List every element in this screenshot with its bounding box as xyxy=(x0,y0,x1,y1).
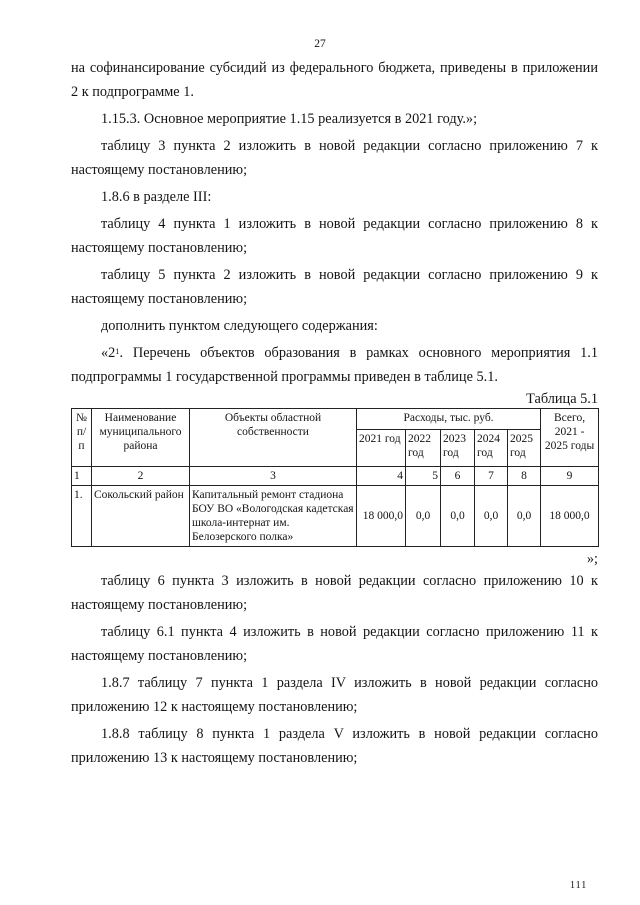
paragraph: на софинансирование субсидий из федерального бюджета, приведены в приложении 2 к подпрограмме 1. xyxy=(71,60,598,100)
column-number-row xyxy=(72,467,599,486)
paragraph: таблицу 4 пункта 1 изложить в новой редакции согласно приложению 8 к настоящему постановлению; xyxy=(71,216,598,256)
header-year: 2025 год xyxy=(508,430,541,467)
header-objects: Объекты областной собственности xyxy=(190,409,357,467)
paragraph: 1.8.7 таблицу 7 пункта 1 раздела IV изложить в новой редакции согласно приложению 12 к настоящему постановлению; xyxy=(71,675,598,715)
footer-mark: 111 xyxy=(570,880,588,891)
paragraph: дополнить пунктом следующего содержания: xyxy=(101,318,378,334)
paragraph: таблицу 5 пункта 2 изложить в новой редакции согласно приложению 9 к настоящему постановлению; xyxy=(71,267,598,307)
paragraph: таблицу 6.1 пункта 4 изложить в новой редакции согласно приложению 11 к настоящему постановлению; xyxy=(71,624,598,664)
table-header-row xyxy=(72,409,599,430)
paragraph: 1.8.8 таблицу 8 пункта 1 раздела V изложить в новой редакции согласно приложению 13 к настоящему постановлению; xyxy=(71,726,598,766)
column-number: 5 xyxy=(406,467,441,486)
insert-superscript: 1 xyxy=(115,346,120,356)
row-value: 0,0 xyxy=(508,486,541,547)
header-total: Всего, 2021 - 2025 годы xyxy=(541,409,599,467)
row-value: 0,0 xyxy=(475,486,508,547)
paragraph: 1.15.3. Основное мероприятие 1.15 реализуется в 2021 году.»; xyxy=(101,111,478,127)
column-number: 8 xyxy=(508,467,541,486)
column-number: 7 xyxy=(475,467,508,486)
header-year: 2021 год xyxy=(357,430,406,467)
column-number: 4 xyxy=(357,467,406,486)
objects-table xyxy=(71,408,599,547)
page-number: 27 xyxy=(314,38,326,50)
row-num: 1. xyxy=(72,486,92,547)
header-year: 2022 год xyxy=(406,430,441,467)
row-value: 18 000,0 xyxy=(357,486,406,547)
row-value: 0,0 xyxy=(441,486,475,547)
header-district: Наименование муниципального района xyxy=(92,409,190,467)
row-total: 18 000,0 xyxy=(541,486,599,547)
column-number: 9 xyxy=(541,467,599,486)
row-value: 0,0 xyxy=(406,486,441,547)
paragraph: таблицу 6 пункта 3 изложить в новой редакции согласно приложению 10 к настоящему постановлению; xyxy=(71,573,598,613)
insert-paragraph xyxy=(71,341,598,389)
column-number: 2 xyxy=(92,467,190,486)
header-year: 2023 год xyxy=(441,430,475,467)
paragraph: таблицу 3 пункта 2 изложить в новой редакции согласно приложению 7 к настоящему постановлению; xyxy=(71,138,598,178)
header-expenses: Расходы, тыс. руб. xyxy=(357,409,541,430)
column-number: 6 xyxy=(441,467,475,486)
table-row xyxy=(72,486,599,547)
row-district: Сокольский район xyxy=(92,486,190,547)
header-year: 2024 год xyxy=(475,430,508,467)
column-number: 3 xyxy=(190,467,357,486)
column-number: 1 xyxy=(72,467,92,486)
document-body xyxy=(71,56,598,770)
insert-prefix: «2 xyxy=(101,345,116,361)
row-object: Капитальный ремонт стадиона БОУ ВО «Вологодская кадетская школа-интернат им. Белозерского полка» xyxy=(190,486,357,547)
table-caption: Таблица 5.1 xyxy=(526,391,598,407)
header-num: № п/п xyxy=(72,409,92,467)
closing-quote: »; xyxy=(586,551,598,567)
paragraph: 1.8.6 в разделе III: xyxy=(101,189,212,205)
insert-text: . Перечень объектов образования в рамках основного мероприятия 1.1 подпрограммы 1 государственной программы приведен в таблице 5.1. xyxy=(71,345,598,385)
